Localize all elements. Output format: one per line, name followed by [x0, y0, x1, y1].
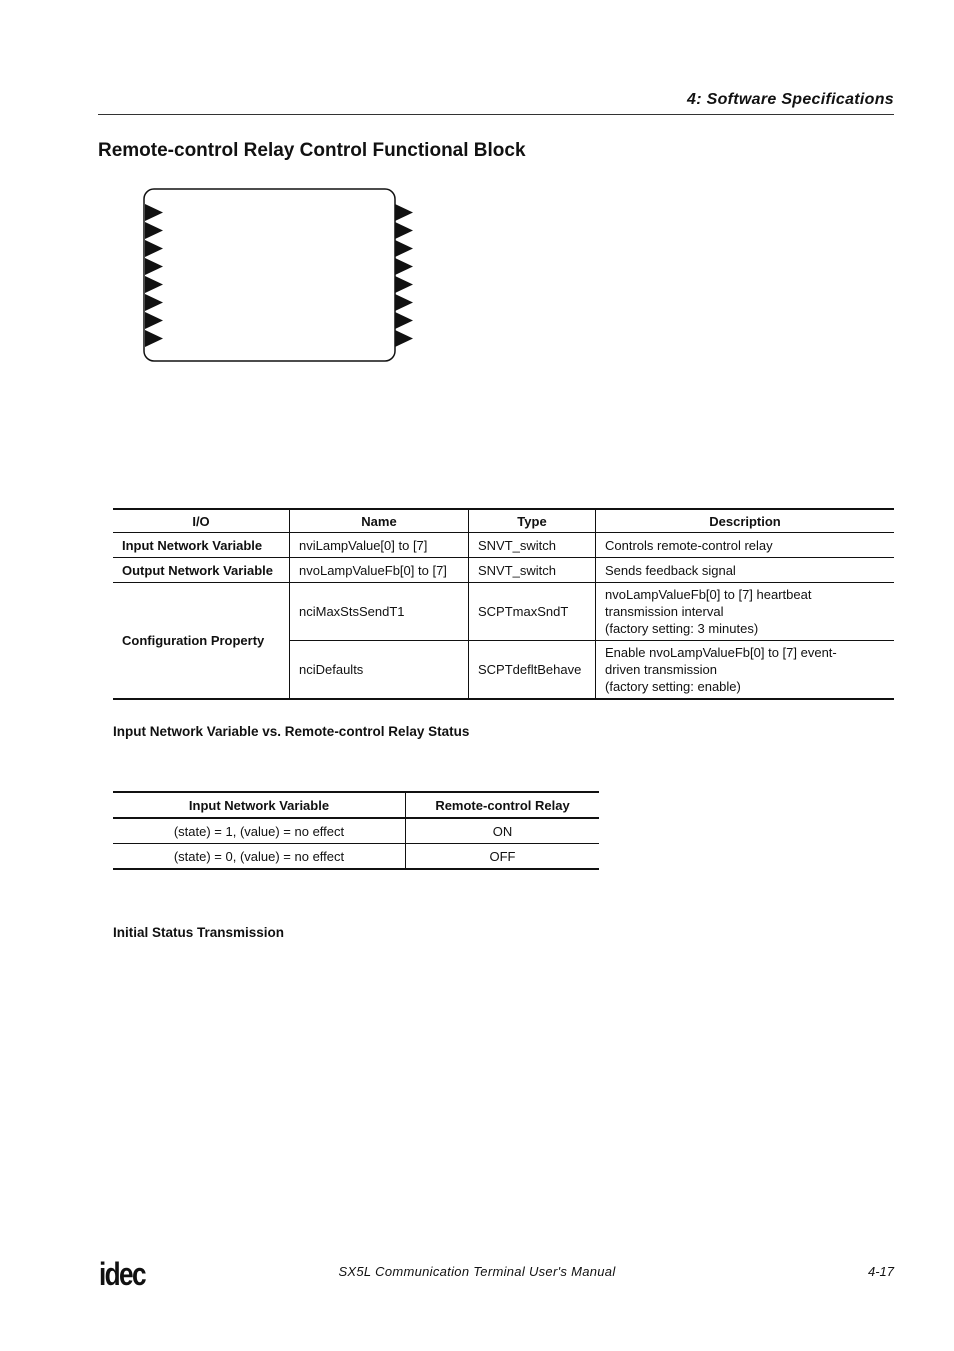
output-arrow: [395, 258, 413, 275]
row-name: nciMaxStsSendT1: [290, 583, 469, 641]
description-line: Enable nvoLampValueFb[0] to [7] event-: [605, 645, 837, 660]
row-relay-status: ON: [406, 818, 600, 844]
row-io: Configuration Property: [113, 583, 290, 700]
row-type: SNVT_switch: [469, 533, 596, 558]
header-name: Name: [290, 509, 469, 533]
table-row: [113, 533, 894, 558]
row-name: nviLampValue[0] to [7]: [290, 533, 469, 558]
description-line: driven transmission: [605, 662, 717, 677]
description-line: (factory setting: 3 minutes): [605, 621, 759, 636]
status-table: [113, 791, 599, 870]
header-relay: Remote-control Relay: [406, 792, 600, 818]
output-arrow: [395, 222, 413, 239]
table-header-row: [113, 792, 599, 818]
functional-block-body: [144, 189, 395, 361]
row-type: SCPTmaxSndT: [469, 583, 596, 641]
row-name: nvoLampValueFb[0] to [7]: [290, 558, 469, 583]
running-header: 4: Software Specifications: [687, 91, 894, 108]
table-header-row: [113, 509, 894, 533]
page-number: 4-17: [867, 1264, 894, 1279]
table-row: [113, 558, 894, 583]
output-arrow: [395, 294, 413, 311]
output-arrow: [395, 204, 413, 221]
row-relay-status: OFF: [406, 844, 600, 870]
table-row: [113, 583, 894, 641]
manual-title: SX5L Communication Terminal User's Manual: [338, 1264, 616, 1279]
output-arrow: [395, 312, 413, 329]
description-line: transmission interval: [605, 604, 724, 619]
initial-status-heading: Initial Status Transmission: [113, 925, 285, 940]
output-arrow: [395, 330, 413, 347]
row-input-value: (state) = 1, (value) = no effect: [113, 818, 406, 844]
row-description: [596, 641, 895, 700]
row-description: [596, 583, 895, 641]
header-type: Type: [469, 509, 596, 533]
row-description: Sends feedback signal: [596, 558, 895, 583]
idec-logo: idec: [99, 1256, 145, 1292]
section-title: Remote-control Relay Control Functional Block: [98, 140, 526, 161]
row-io: Output Network Variable: [113, 558, 290, 583]
header-description: Description: [596, 509, 895, 533]
row-name: nciDefaults: [290, 641, 469, 700]
status-heading: Input Network Variable vs. Remote-control Relay Status: [113, 724, 470, 739]
header-input-variable: Input Network Variable: [113, 792, 406, 818]
output-arrow: [395, 276, 413, 293]
io-table: [113, 508, 894, 700]
row-description: Controls remote-control relay: [596, 533, 895, 558]
row-input-value: (state) = 0, (value) = no effect: [113, 844, 406, 870]
output-arrow: [395, 240, 413, 257]
functional-block-diagram: [0, 0, 954, 400]
row-type: SCPTdefltBehave: [469, 641, 596, 700]
table-row: [113, 818, 599, 844]
row-io: Input Network Variable: [113, 533, 290, 558]
table-row: [113, 844, 599, 870]
description-line: (factory setting: enable): [605, 679, 741, 694]
description-line: nvoLampValueFb[0] to [7] heartbeat: [605, 587, 812, 602]
row-type: SNVT_switch: [469, 558, 596, 583]
header-io: I/O: [113, 509, 290, 533]
